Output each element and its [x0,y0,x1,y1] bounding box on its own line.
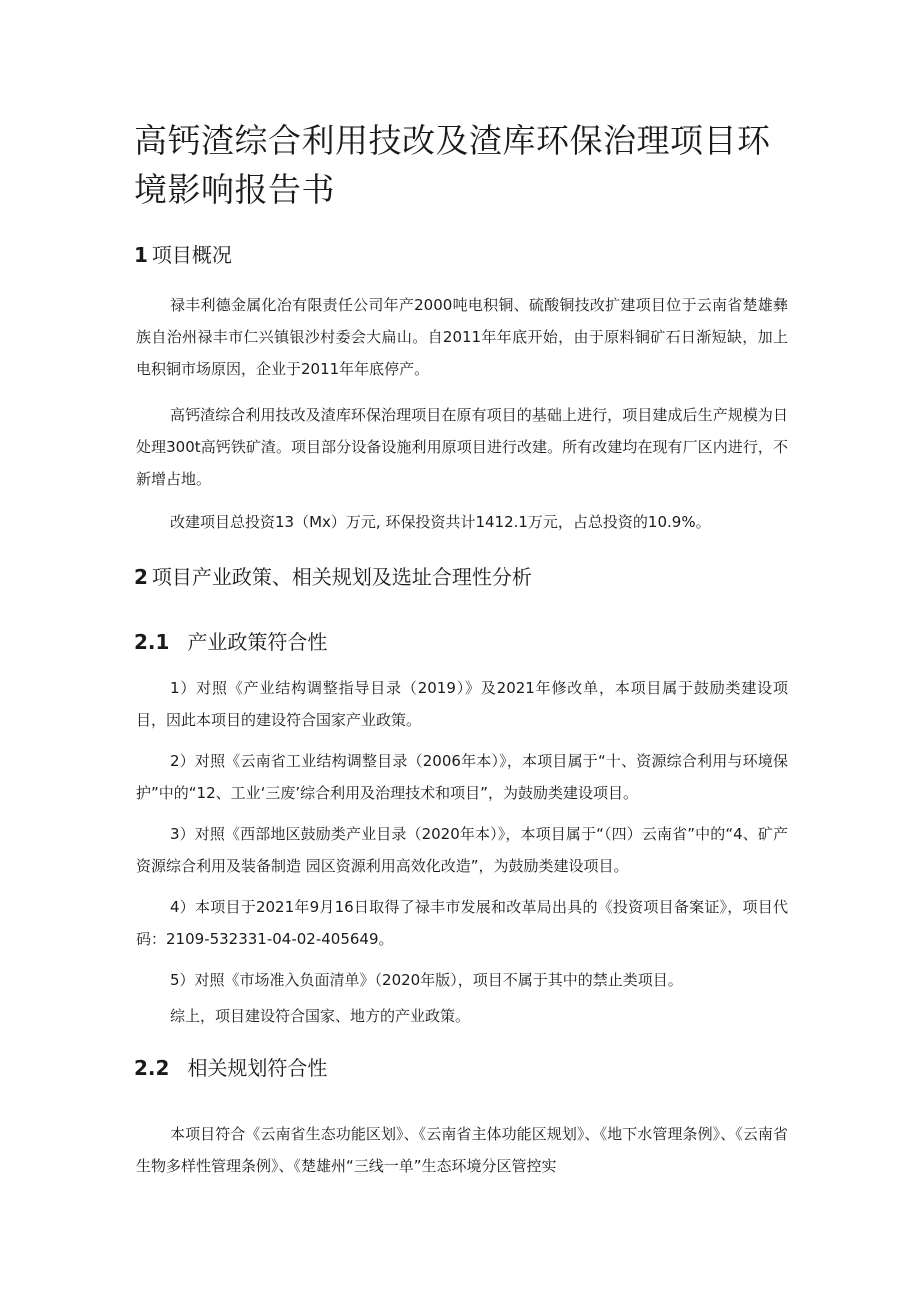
paragraph: 本项目符合《云南省生态功能区划》、《云南省主体功能区规划》、《地下水管理条例》、《云南省生物多样性管理条例》、《楚雄州“三线一单”生态环境分区管控实 [136,1125,788,1175]
section-number: 2.1 [134,630,170,654]
paragraph: 4）本项目于2021年9月16日取得了禄丰市发展和改革局出具的《投资项目备案证》，项目代码：2109-532331-04-02-405649。 [136,898,788,948]
section-2-heading [134,563,532,591]
section-number: 1 [134,243,148,267]
paragraph: 5）对照《市场准入负面清单》（2020年版），项目不属于其中的禁止类项目。 [170,971,683,989]
section-title: 产业政策符合性 [187,630,328,654]
section-title: 项目产业政策、相关规划及选址合理性分析 [151,565,532,589]
paragraph: 综上，项目建设符合国家、地方的产业政策。 [170,1007,471,1025]
section-1-heading [134,241,232,269]
paragraph: 3）对照《西部地区鼓励类产业目录（2020年本）》，本项目属于“（四）云南省”中的“4、矿产资源综合利用及装备制造 园区资源利用高效化改造”，为鼓励类建设项目。 [136,825,788,875]
paragraph: 禄丰利德金属化冶有限责任公司年产2000吨电积铜、硫酸铜技改扩建项目位于云南省楚雄彝族自治州禄丰市仁兴镇银沙村委会大扁山。自2011年年底开始，由于原料铜矿石日渐短缺，加上电积铜市场原因，企业于2011年年底停产。 [136,296,788,378]
section-number: 2 [134,565,148,589]
section-title: 相关规划符合性 [187,1056,328,1080]
paragraph: 2）对照《云南省工业结构调整目录（2006年本）》，本项目属于“十、资源综合利用与环境保护”中的“12、工业‘三废’综合利用及治理技术和项目”，为鼓励类建设项目。 [136,752,788,802]
section-2-2-heading [134,1054,327,1082]
paragraph: 1）对照《产业结构调整指导目录（2019）》及2021年修改单，本项目属于鼓励类建设项目，因此本项目的建设符合国家产业政策。 [136,679,788,729]
section-2-1-heading [134,628,327,656]
paragraph: 高钙渣综合利用技改及渣库环保治理项目在原有项目的基础上进行，项目建成后生产规模为日处理300t高钙铁矿渣。项目部分设备设施利用原项目进行改建。所有改建均在现有厂区内进行，不新增占地。 [136,406,788,488]
document-title: 高钙渣综合利用技改及渣库环保治理项目环境影响报告书 [134,121,771,209]
section-number: 2.2 [134,1056,170,1080]
section-title: 项目概况 [151,243,232,267]
paragraph: 改建项目总投资13（Mx）万元, 环保投资共计1412.1万元，占总投资的10.9%。 [170,513,711,531]
